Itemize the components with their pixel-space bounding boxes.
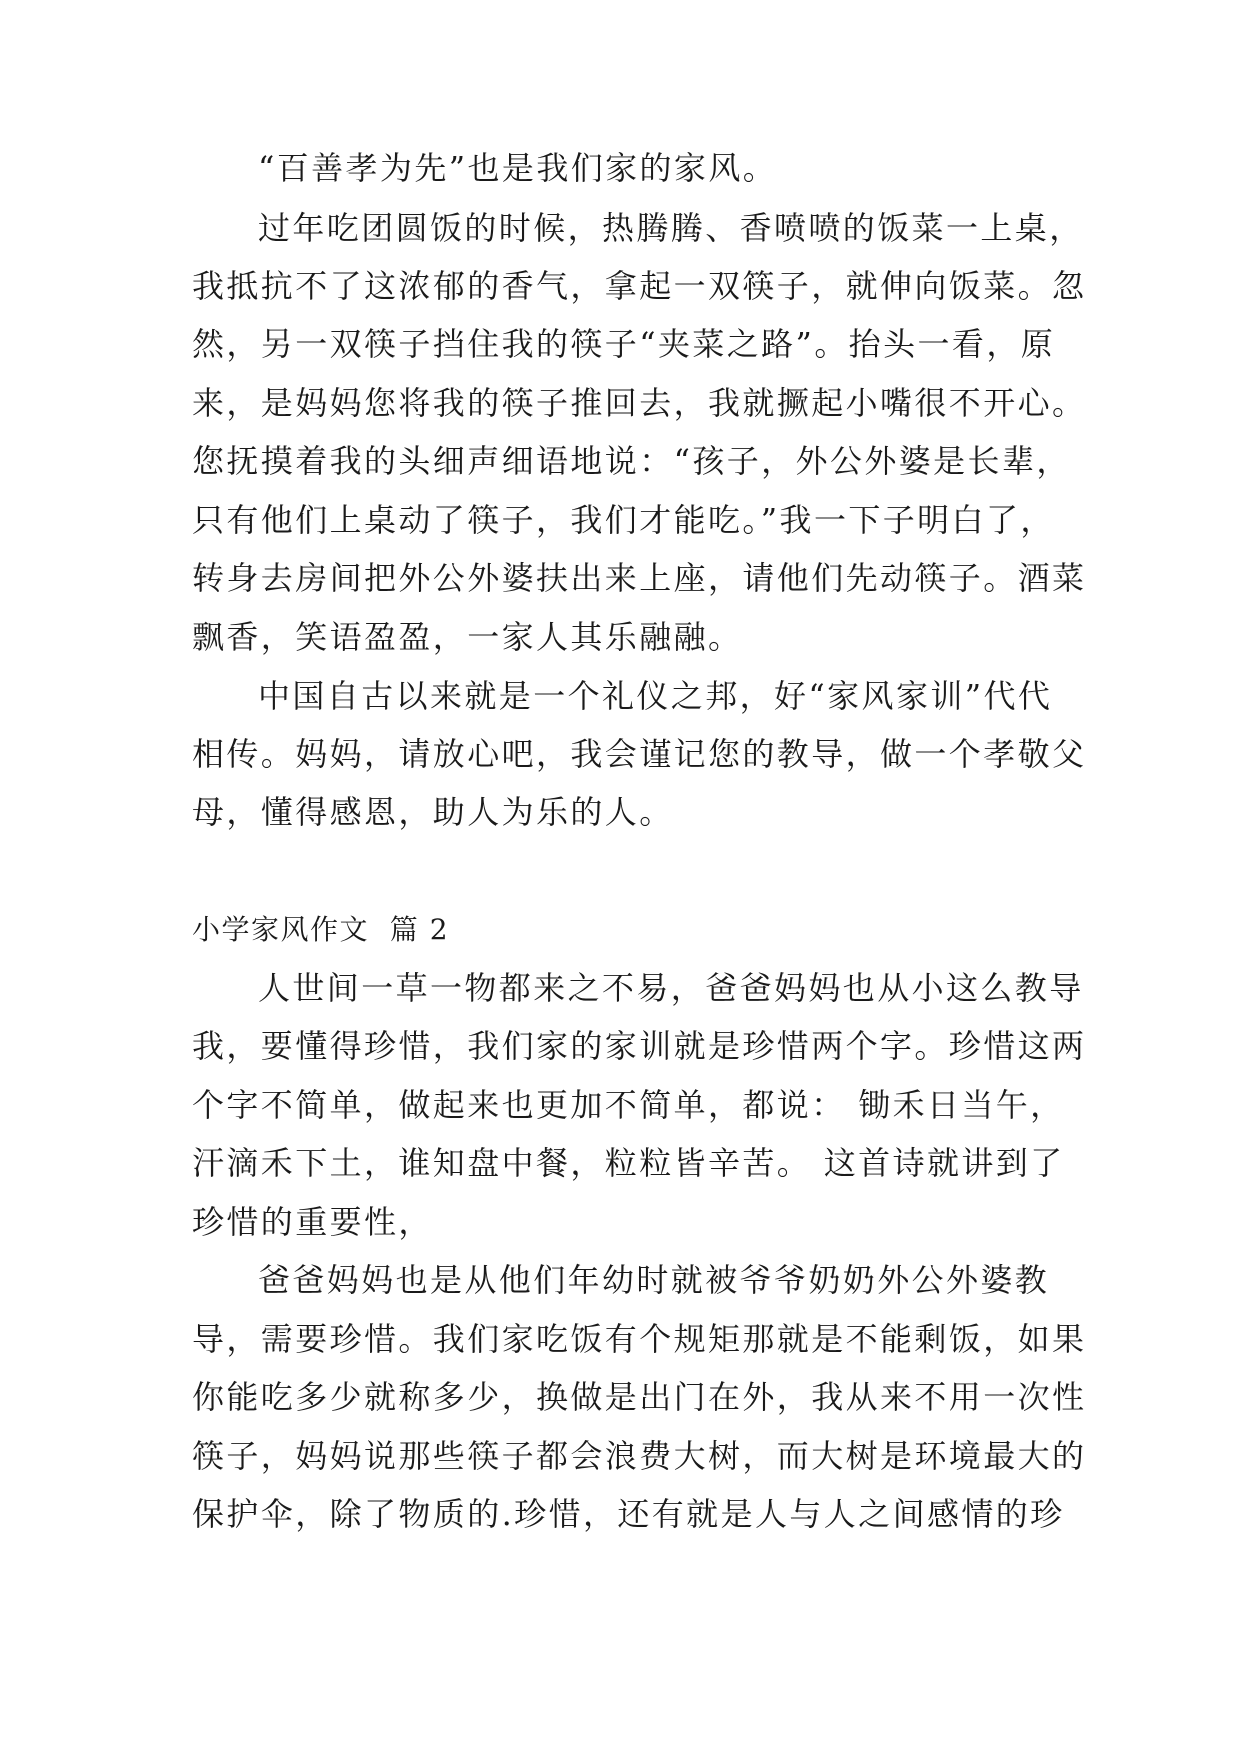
paragraph-line: 您抚摸着我的头细声细语地说：“孩子，外公外婆是长辈， [192,442,1071,480]
paragraph-line: 导，需要珍惜。我们家吃饭有个规矩那就是不能剩饭，如果 [192,1320,1087,1358]
paragraph-line: 我，要懂得珍惜，我们家的家训就是珍惜两个字。珍惜这两 [192,1027,1087,1065]
paragraph-line: 保护伞，除了物质的.珍惜，还有就是人与人之间感情的珍 [192,1495,1065,1533]
paragraph-line: 中国自古以来就是一个礼仪之邦，好“家风家训”代代 [258,677,1053,715]
paragraph-line: 个字不简单，做起来也更加不简单，都说： 锄禾日当午， [192,1086,1065,1124]
paragraph-line: 转身去房间把外公外婆扶出来上座，请他们先动筷子。酒菜 [192,559,1087,597]
paragraph-line: 然，另一双筷子挡住我的筷子“夹菜之路”。抬头一看，原 [192,325,1056,363]
paragraph-line: “百善孝为先”也是我们家的家风。 [258,149,778,187]
paragraph-line: 相传。妈妈，请放心吧，我会谨记您的教导，做一个孝敬父 [192,735,1087,773]
section-heading: 小学家风作文 篇 2 [192,913,450,946]
paragraph-line: 珍惜的重要性， [192,1203,433,1241]
paragraph-line: 你能吃多少就称多少，换做是出门在外，我从来不用一次性 [192,1378,1087,1416]
paragraph-line: 筷子，妈妈说那些筷子都会浪费大树，而大树是环境最大的 [192,1437,1087,1475]
paragraph-line: 汗滴禾下土，谁知盘中餐，粒粒皆辛苦。 这首诗就讲到了 [192,1144,1065,1182]
paragraph-line: 过年吃团圆饭的时候，热腾腾、香喷喷的饭菜一上桌， [258,209,1084,247]
paragraph-line: 只有他们上桌动了筷子，我们才能吃。”我一下子明白了， [192,501,1055,539]
paragraph-line: 爸爸妈妈也是从他们年幼时就被爷爷奶奶外公外婆教 [258,1261,1050,1299]
paragraph-line: 我抵抗不了这浓郁的香气，拿起一双筷子，就伸向饭菜。忽 [192,267,1087,305]
paragraph-line: 来，是妈妈您将我的筷子推回去，我就撅起小嘴很不开心。 [192,384,1087,422]
paragraph-line: 母，懂得感恩，助人为乐的人。 [192,793,674,831]
paragraph-line: 飘香，笑语盈盈，一家人其乐融融。 [192,618,743,656]
paragraph-line: 人世间一草一物都来之不易，爸爸妈妈也从小这么教导 [258,969,1084,1007]
